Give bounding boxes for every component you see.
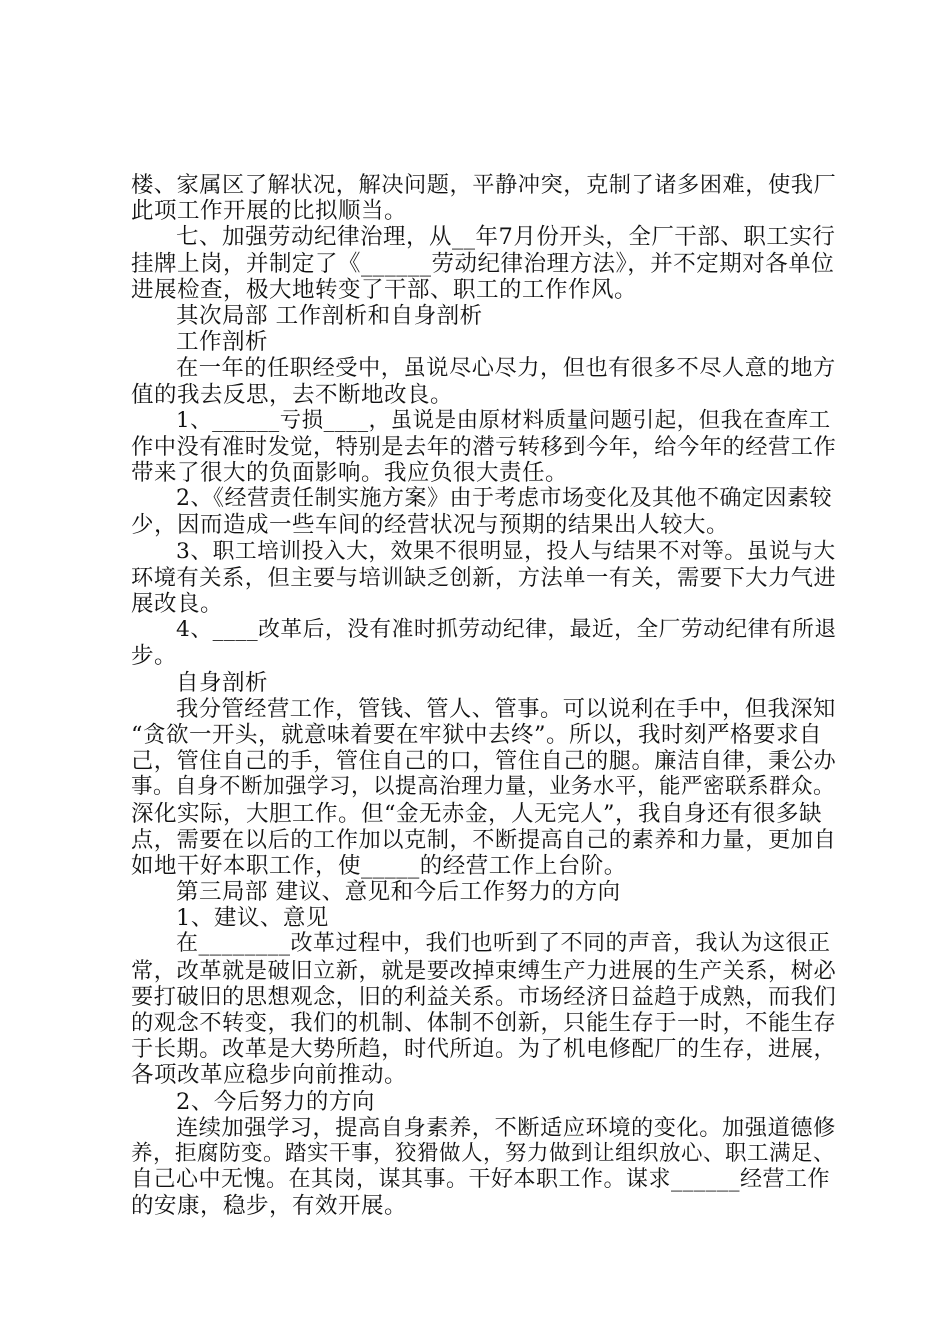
text-line: 环境有关系，但主要与培训缺乏创新，方法单一有关，需要下大力气进 [131, 564, 837, 591]
text-line: 第三局部 建议、意见和今后工作努力的方向 [176, 879, 621, 906]
text-line: 自身剖析 [176, 669, 269, 696]
text-line: 于长期。改革是大势所趋，时代所迫。为了机电修配厂的生存，进展， [131, 1036, 837, 1063]
text-line: 此项工作开展的比拟顺当。 [131, 198, 408, 225]
text-line: 4、____改革后，没有准时抓劳动纪律，最近，全厂劳动纪律有所退 [176, 617, 837, 643]
text-line: 事。自身不断加强学习，以提高治理力量，业务水平，能严密联系群众。 [131, 774, 836, 800]
text-line: 常，改革就是破旧立新，就是要改掉束缚生产力进展的生产关系，树必 [131, 957, 837, 984]
text-line: 少，因而造成一些车间的经营状况与预期的结果出人较大。 [131, 512, 730, 539]
text-line: 如地干好本职工作，使_____的经营工作上台阶。 [131, 852, 627, 879]
text-line: 带来了很大的负面影响。我应负很大责任。 [131, 460, 569, 487]
text-line: 3、职工培训投入大，效果不很明显，投人与结果不对等。虽说与大 [176, 538, 836, 564]
text-line: 值的我去反思，去不断地改良。 [131, 381, 454, 408]
document-page [131, 172, 837, 1220]
text-line: 的观念不转变，我们的机制、体制不创新，只能生存于一时，不能生存 [131, 1010, 837, 1036]
text-line: 我分管经营工作，管钱、管人、管事。可以说利在手中，但我深知 [176, 695, 836, 722]
text-line: “贪欲一开头，就意味着要在牢狱中去终”。所以，我时刻严格要求自 [131, 721, 823, 748]
text-line: 进展检查，极大地转变了干部、职工的工作作风。 [131, 276, 638, 303]
text-line: 深化实际，大胆工作。但“金无赤金，人无完人”，我自身还有很多缺 [131, 800, 823, 827]
text-line: 点，需要在以后的工作加以克制，不断提高自己的素养和力量，更加自 [131, 826, 837, 853]
text-line: 展改良。 [131, 591, 224, 617]
text-line: 在________改革过程中，我们也听到了不同的声音，我认为这很正 [176, 931, 831, 957]
text-line: 挂牌上岗，并制定了《______劳动纪律治理方法》，并不定期对各单位 [131, 250, 835, 277]
text-line: 1、______亏损____，虽说是由原材料质量问题引起，但我在查库工 [176, 407, 831, 433]
text-line: 2、今后努力的方向 [176, 1088, 375, 1115]
text-line: 工作剖析 [176, 329, 269, 356]
text-line: 连续加强学习，提高自身素养，不断适应环境的变化。加强道德修 [176, 1114, 836, 1141]
text-line: 自己心中无愧。在其岗，谋其事。干好本职工作。谋求______经营工作 [131, 1167, 831, 1193]
text-line: 己，管住自己的手，管住自己的口，管住自己的腿。廉洁自律，秉公办 [131, 748, 837, 775]
text-line: 2、《经营责任制实施方案》由于考虑市场变化及其他不确定因素较 [176, 486, 832, 512]
text-line: 的安康，稳步，有效开展。 [131, 1193, 408, 1220]
text-line: 各项改革应稳步向前推动。 [131, 1062, 408, 1089]
text-line: 在一年的任职经受中，虽说尽心尽力，但也有很多不尽人意的地方 [176, 355, 836, 382]
text-line: 其次局部 工作剖析和自身剖析 [176, 302, 483, 329]
text-line: 楼、家属区了解状况，解决问题，平静冲突，克制了诸多困难，使我厂 [131, 172, 837, 198]
text-line: 要打破旧的思想观念，旧的利益关系。市场经济日益趋于成熟，而我们 [131, 983, 837, 1010]
text-line: 养，拒腐防变。踏实干事，狡猾做人，努力做到让组织放心、职工满足、 [131, 1140, 836, 1166]
text-line: 七、加强劳动纪律治理，从__年7月份开头，全厂干部、职工实行 [176, 224, 836, 251]
text-line: 1、建议、意见 [176, 905, 329, 932]
text-line: 作中没有准时发觉，特别是去年的潜亏转移到今年，给今年的经营工作 [131, 433, 837, 460]
text-line: 步。 [131, 643, 178, 670]
